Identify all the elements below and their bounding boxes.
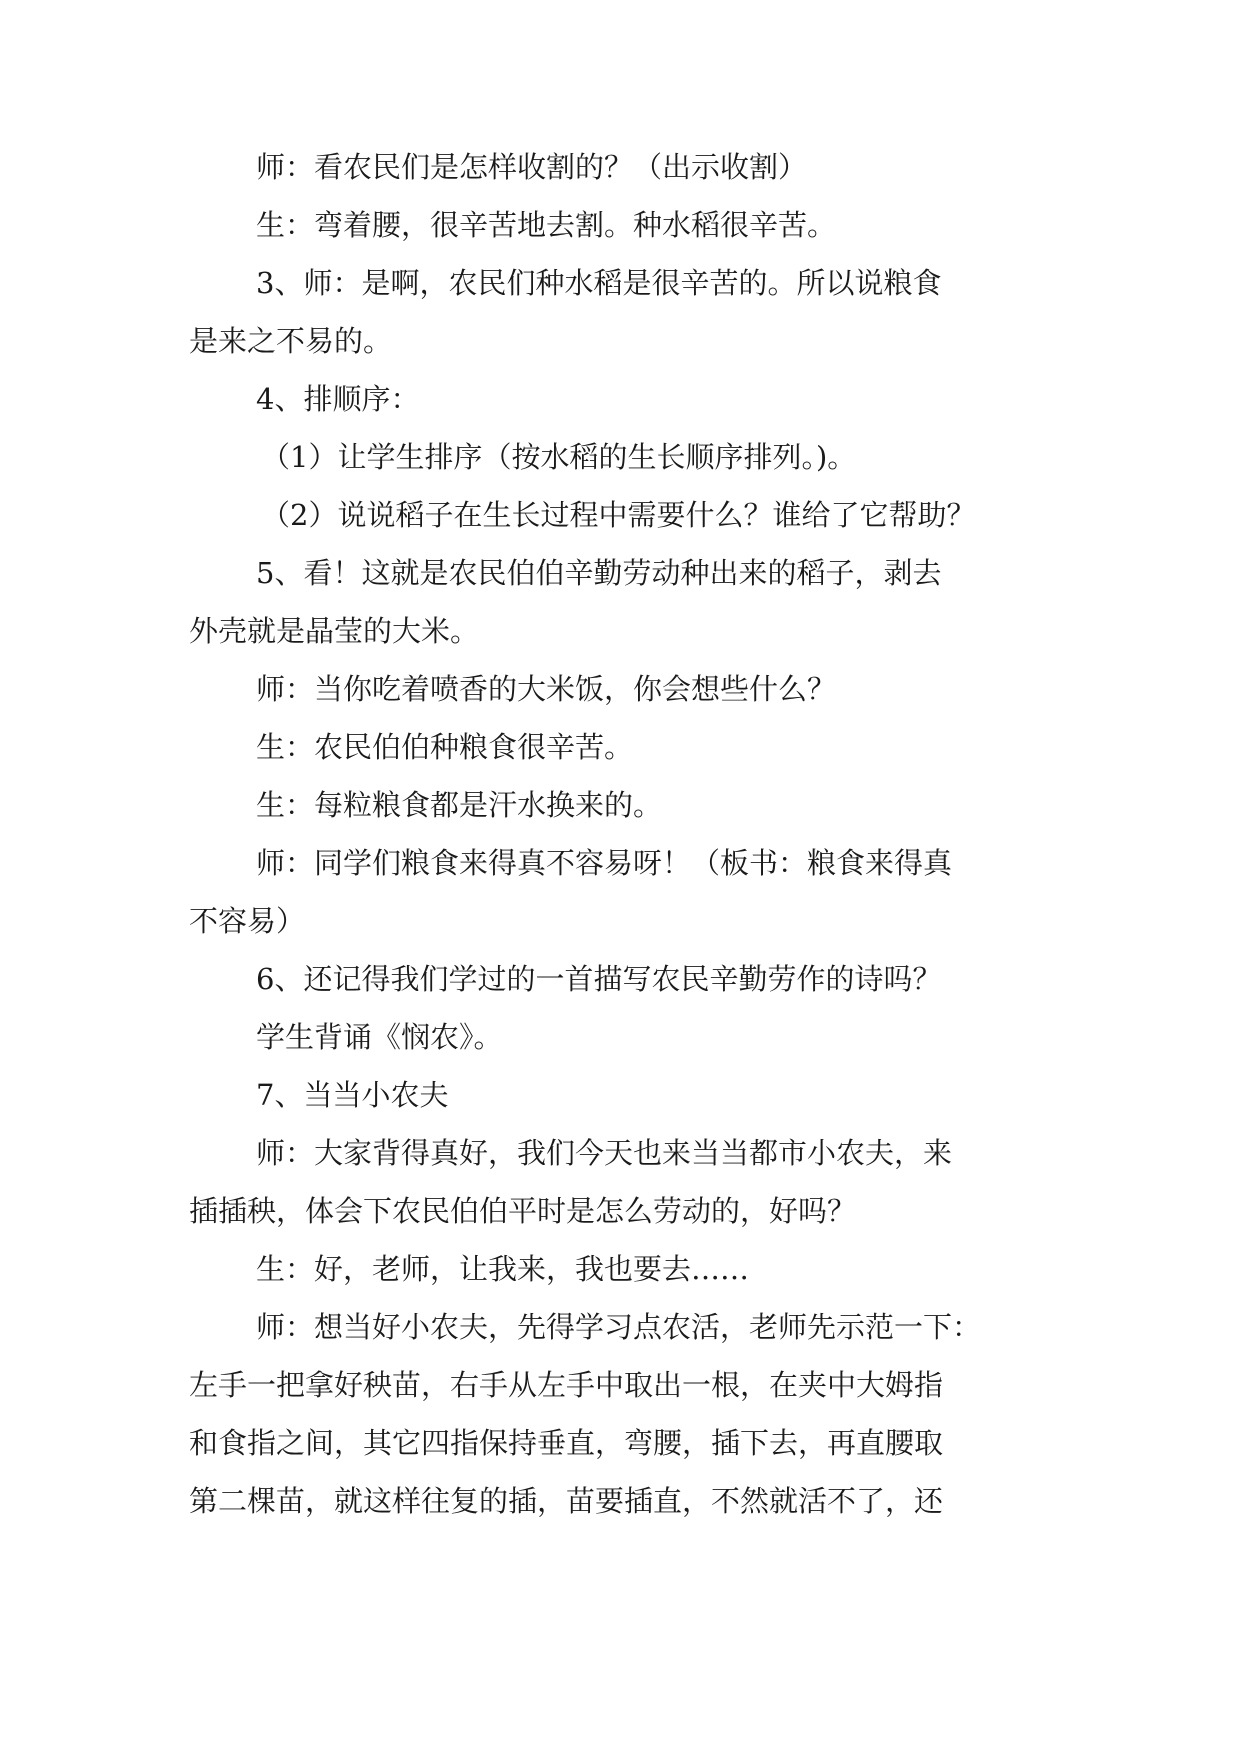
text-line: 是来之不易的。 (189, 324, 393, 358)
text-line: 插插秧，体会下农民伯伯平时是怎么劳动的，好吗？ (189, 1194, 857, 1228)
text-line: 左手一把拿好秧苗，右手从左手中取出一根，在夹中大姆指 (189, 1368, 944, 1402)
text-line: 师：同学们粮食来得真不容易呀！（板书：粮食来得真 (256, 846, 953, 880)
paragraph (189, 254, 1059, 370)
paragraph (189, 776, 1059, 834)
text-line: 第二棵苗，就这样往复的插，苗要插直，不然就活不了，还 (189, 1484, 944, 1518)
paragraph (189, 196, 1059, 254)
paragraph (189, 1008, 1059, 1066)
paragraph (189, 1124, 1059, 1240)
text-line: 师：当你吃着喷香的大米饭，你会想些什么？ (256, 672, 837, 706)
text-line: 外壳就是晶莹的大米。 (189, 614, 480, 648)
paragraph (189, 660, 1059, 718)
text-line: 师：大家背得真好，我们今天也来当当都市小农夫，来 (256, 1136, 953, 1170)
text-line: 生：每粒粮食都是汗水换来的。 (256, 788, 663, 822)
text-line: 生：好，老师，让我来，我也要去…… (256, 1252, 750, 1286)
text-line: 不容易） (189, 904, 306, 938)
paragraph (189, 950, 1059, 1008)
text-line: 3、师：是啊，农民们种水稻是很辛苦的。所以说粮食 (256, 266, 942, 300)
paragraph (189, 370, 1059, 428)
text-line: 生：农民伯伯种粮食很辛苦。 (256, 730, 634, 764)
text-line: 学生背诵《悯农》。 (256, 1020, 503, 1054)
paragraph (189, 486, 1059, 544)
paragraph (189, 544, 1059, 660)
text-line: （2）说说稻子在生长过程中需要什么？谁给了它帮助？ (261, 498, 976, 532)
text-line: （1）让学生排序（按水稻的生长顺序排列。)。 (261, 440, 857, 474)
paragraph (189, 428, 1059, 486)
text-line: 7、当当小农夫 (256, 1078, 449, 1112)
paragraph (189, 1240, 1059, 1298)
text-line: 师：看农民们是怎样收割的？（出示收割） (256, 150, 808, 184)
paragraph (189, 1298, 1059, 1530)
text-line: 4、排顺序： (256, 382, 420, 416)
text-line: 5、看！这就是农民伯伯辛勤劳动种出来的稻子，剥去 (256, 556, 942, 590)
text-line: 生：弯着腰，很辛苦地去割。种水稻很辛苦。 (256, 208, 837, 242)
paragraph (189, 718, 1059, 776)
paragraph (189, 834, 1059, 950)
text-line: 6、还记得我们学过的一首描写农民辛勤劳作的诗吗？ (256, 962, 942, 996)
paragraph (189, 1066, 1059, 1124)
text-line: 师：想当好小农夫，先得学习点农活，老师先示范一下： (256, 1310, 982, 1344)
text-line: 和食指之间，其它四指保持垂直，弯腰，插下去，再直腰取 (189, 1426, 944, 1460)
paragraph (189, 138, 1059, 196)
